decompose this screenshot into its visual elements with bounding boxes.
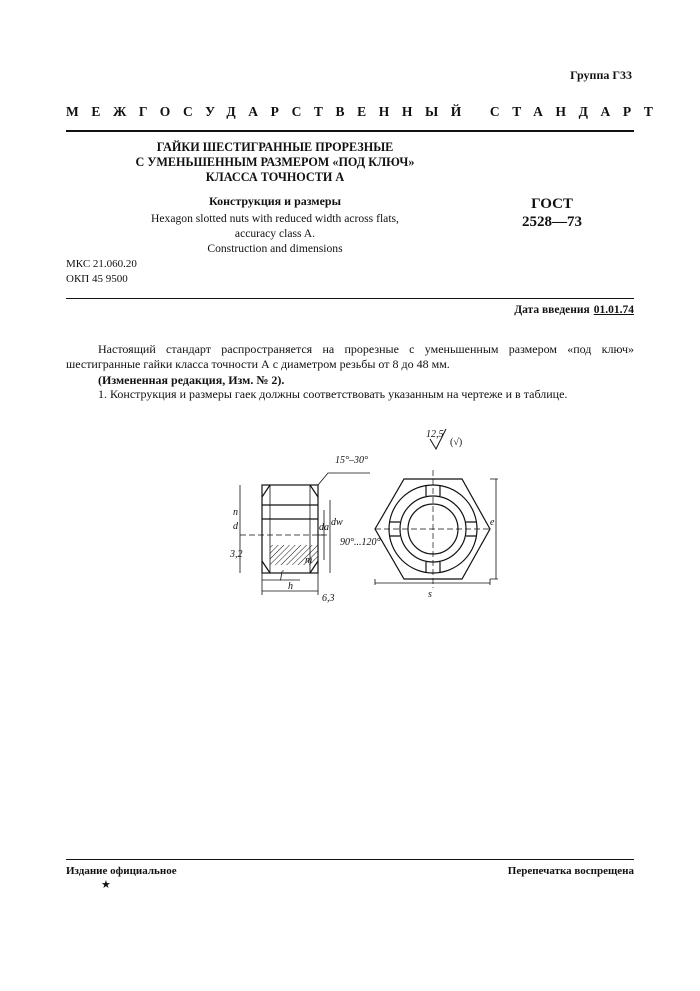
intro-date-value: 01.01.74 <box>593 304 634 316</box>
english-title-line: accuracy class A. <box>234 227 316 240</box>
intro-date-label: Дата введения <box>514 304 590 316</box>
top-view-axes <box>375 470 490 588</box>
label-da: da <box>319 522 329 533</box>
label-f: f <box>280 570 283 581</box>
classification-codes <box>66 257 137 287</box>
label-e: e <box>490 517 495 528</box>
subtitle: Конструкция и размеры <box>209 194 341 208</box>
title-line: КЛАССА ТОЧНОСТИ А <box>205 170 345 184</box>
english-title <box>120 211 430 256</box>
official-edition: Издание официальное <box>66 865 177 877</box>
roughness-bottom: 6,3 <box>322 593 335 604</box>
okp-code: ОКП 45 9500 <box>66 273 128 285</box>
english-title-line: Construction and dimensions <box>207 242 343 255</box>
roughness-main: 12,5 <box>426 429 444 440</box>
nut-drawing <box>200 425 500 605</box>
dim-s <box>375 579 490 585</box>
mks-code: МКС 21.060.20 <box>66 258 137 270</box>
clause-1: 1. Конструкция и размеры гаек должны соответствовать указанным на чертеже и в таблице. <box>98 387 568 401</box>
footer-rule <box>66 859 634 860</box>
header-rule <box>66 130 634 132</box>
gost-label: ГОСТ <box>531 196 573 212</box>
dim-e <box>490 479 498 579</box>
gost-number <box>512 195 592 231</box>
angle-chamfer: 15°–30° <box>335 455 368 466</box>
angle-seat: 90°...120° <box>340 537 381 548</box>
roughness-side: 3,2 <box>230 549 243 560</box>
roughness-other: (√) <box>450 437 463 448</box>
label-n: n <box>233 507 238 518</box>
title-block <box>110 140 440 209</box>
label-m: m <box>305 555 313 566</box>
label-dw: dw <box>331 517 343 528</box>
dim-da <box>318 510 324 560</box>
label-s: s <box>428 589 432 600</box>
title-line: С УМЕНЬШЕННЫМ РАЗМЕРОМ «ПОД КЛЮЧ» <box>135 155 415 169</box>
standard-header: МЕЖГОСУДАРСТВЕННЫЙ СТАНДАРТ <box>66 104 666 119</box>
scope-paragraph: Настоящий стандарт распространяется на прорезные с уменьшенным размером «под ключ» шестигранные гайки класса точности А с диаметром резьбы от 8 до 48 мм. <box>66 342 634 371</box>
date-rule <box>66 298 634 299</box>
gost-code: 2528—73 <box>522 214 582 230</box>
angle-leader <box>318 473 370 485</box>
label-h: h <box>288 581 293 592</box>
group-label: Группа Г33 <box>570 68 632 82</box>
title-line: ГАЙКИ ШЕСТИГРАННЫЕ ПРОРЕЗНЫЕ <box>156 140 394 154</box>
edit-note: (Измененная редакция, Изм. № 2). <box>98 373 285 387</box>
english-title-line: Hexagon slotted nuts with reduced width across flats, <box>151 212 399 225</box>
label-d: d <box>233 521 238 532</box>
intro-date <box>514 304 634 316</box>
reprint-forbidden: Перепечатка воспрещена <box>507 865 634 877</box>
star-mark: ★ <box>101 879 111 891</box>
